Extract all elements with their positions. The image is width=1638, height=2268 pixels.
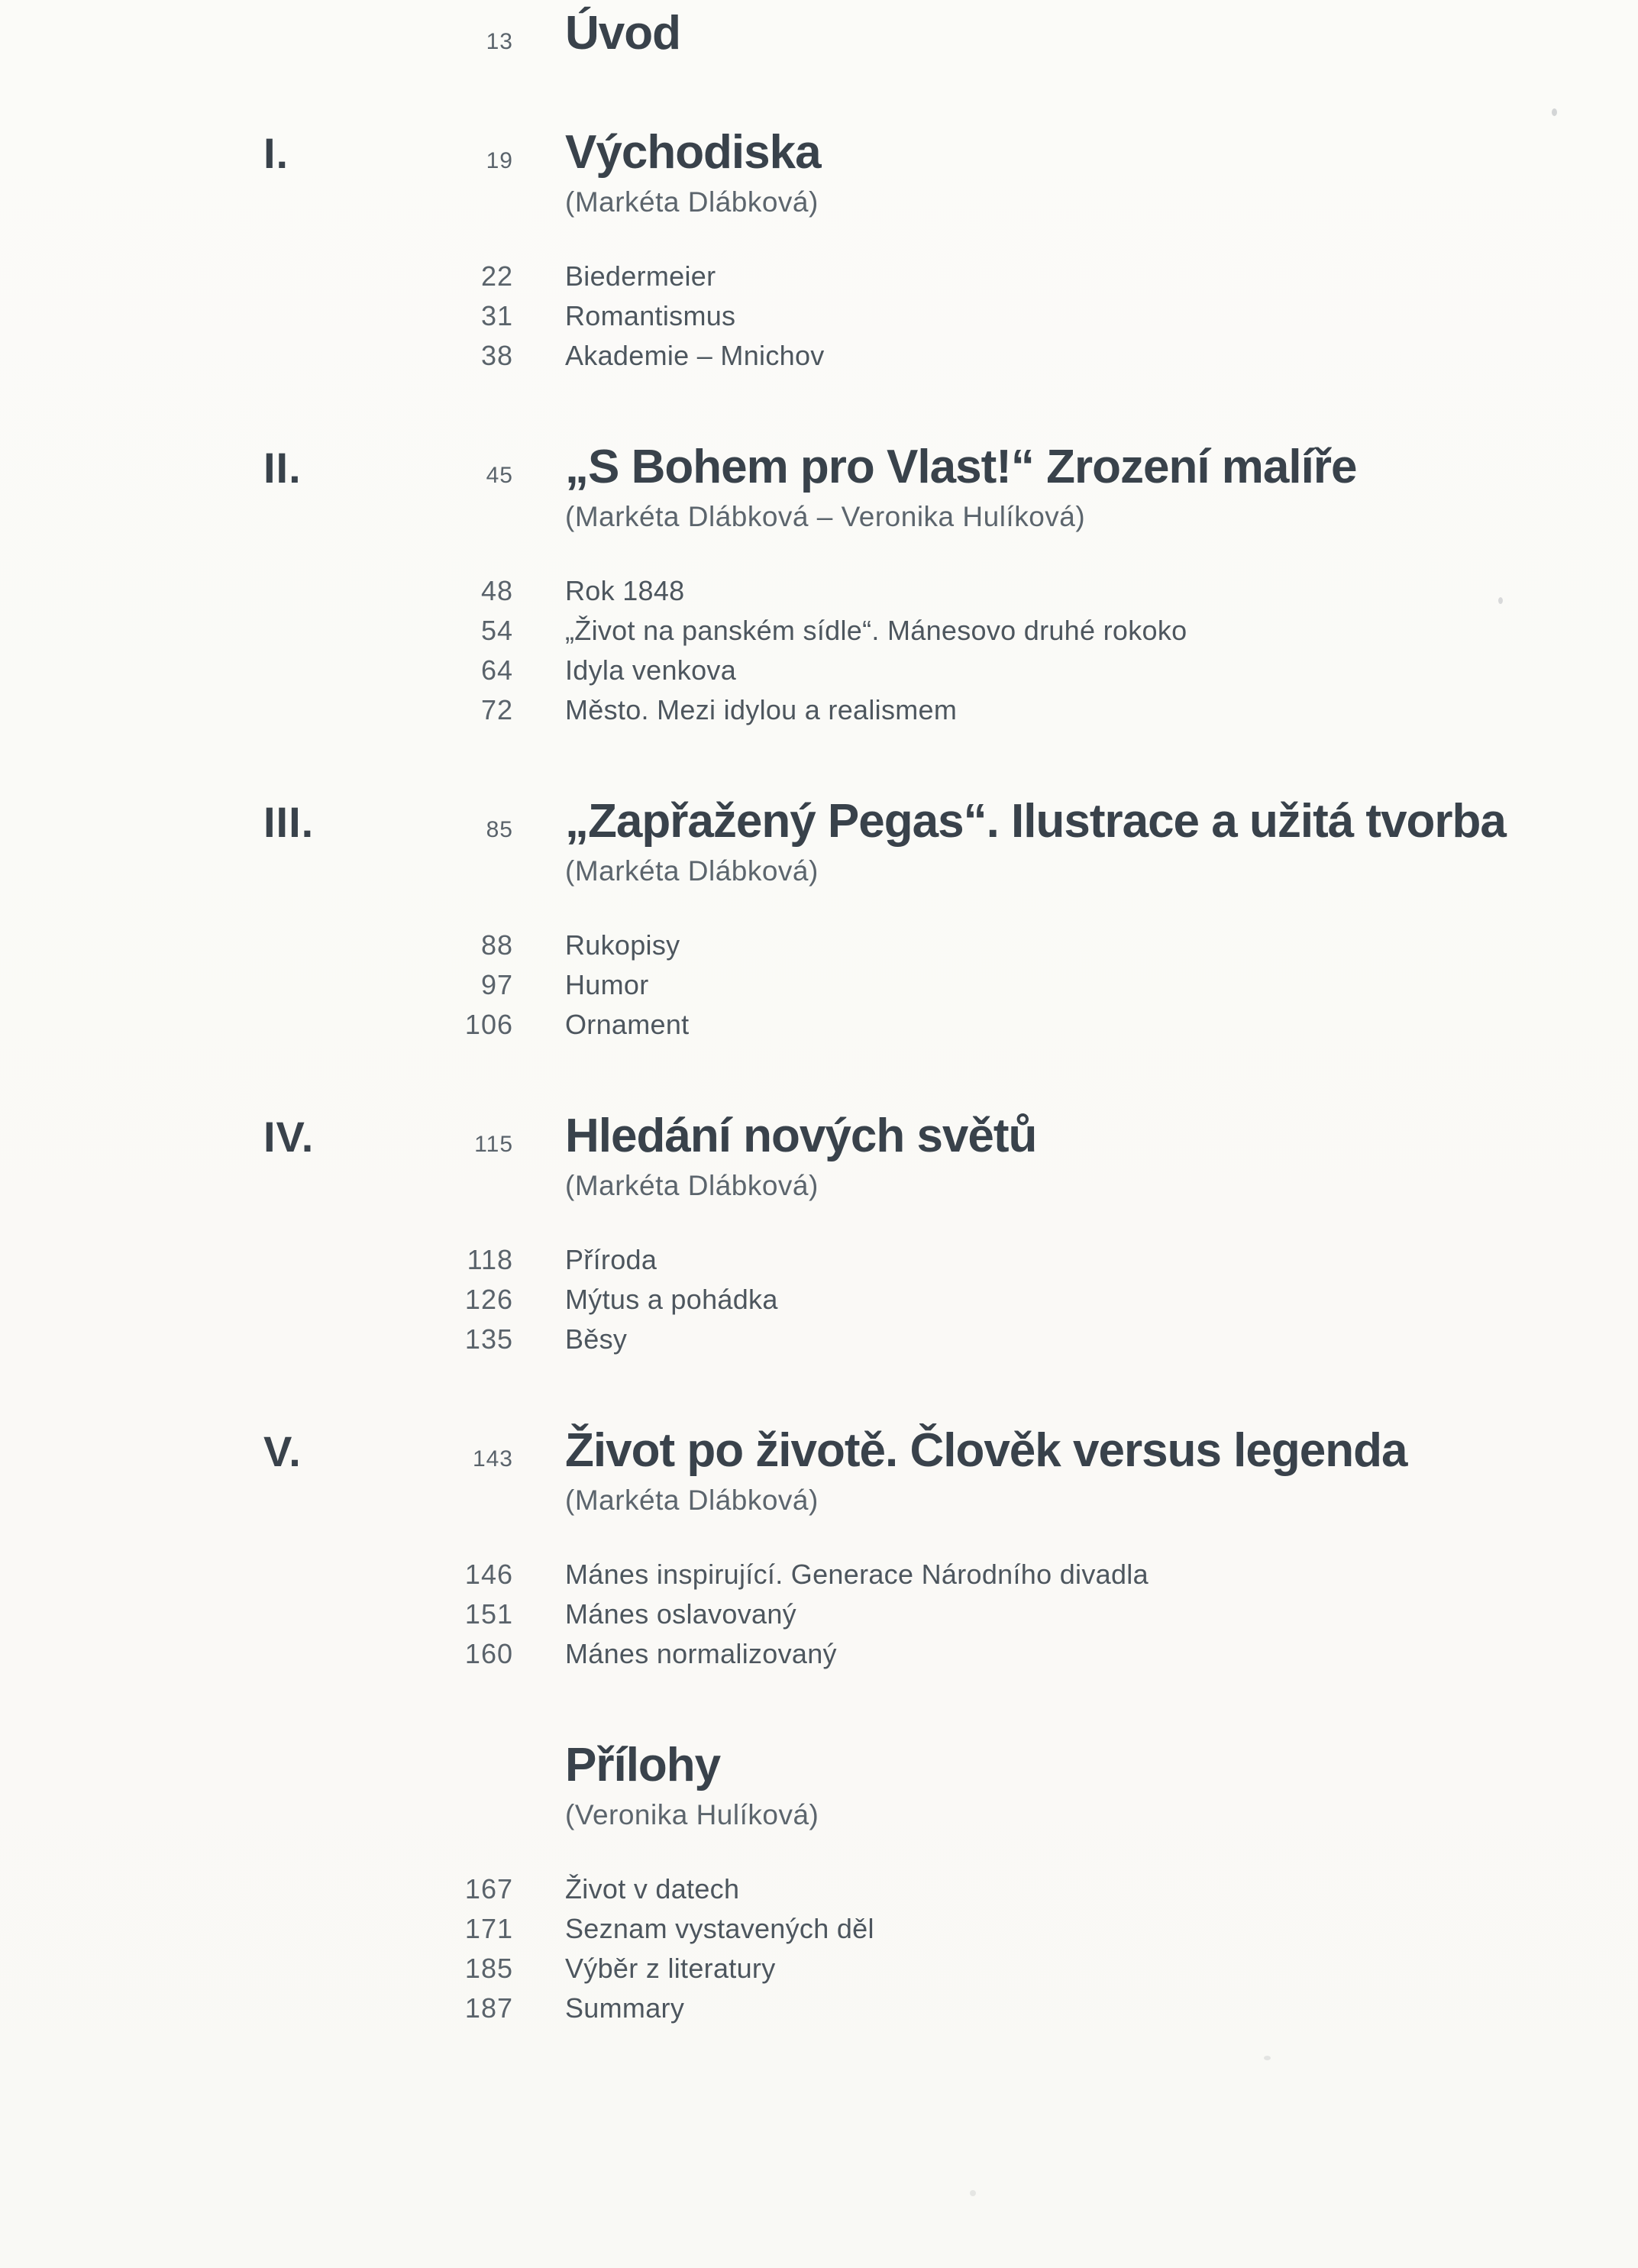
toc-item: [0, 296, 1638, 336]
toc-section-1: [0, 125, 1638, 376]
item-title: Biedermeier: [565, 260, 716, 292]
section-head: [0, 1109, 1638, 1203]
section-head: [0, 440, 1638, 535]
item-title: Ornament: [565, 1009, 690, 1040]
section-title: „Zapřažený Pegas“. Ilustrace a užitá tvorba: [565, 795, 1506, 848]
item-title: Seznam vystavených děl: [565, 1913, 874, 1944]
item-page-number: 22: [480, 260, 513, 292]
toc-item: [0, 1989, 1638, 2028]
item-title: Rukopisy: [565, 929, 680, 961]
section-page-number: 19: [486, 148, 513, 173]
section-numeral: I.: [263, 129, 289, 177]
section-title: Život po životě. Člověk versus legenda: [565, 1424, 1407, 1477]
section-items: [0, 1869, 1638, 2028]
item-title: Běsy: [565, 1323, 628, 1355]
section-authors: (Veronika Hulíková): [565, 1799, 819, 1830]
section-items: [0, 1555, 1638, 1674]
toc-item: [0, 1320, 1638, 1359]
item-page-number: 171: [464, 1913, 513, 1944]
item-page-number: 54: [480, 615, 513, 646]
toc-item: [0, 1949, 1638, 1989]
toc-item: [0, 1594, 1638, 1634]
item-page-number: 146: [464, 1559, 513, 1590]
section-page-number: 85: [486, 817, 513, 842]
item-page-number: 167: [464, 1873, 513, 1905]
section-title: „S Bohem pro Vlast!“ Zrození malíře: [565, 441, 1357, 493]
section-numeral: V.: [263, 1427, 302, 1475]
toc-item: [0, 571, 1638, 611]
toc-item: [0, 336, 1638, 376]
section-authors: (Markéta Dlábková): [565, 186, 819, 218]
item-title: Romantismus: [565, 300, 736, 331]
toc-item: [0, 690, 1638, 730]
section-authors: (Markéta Dlábková): [565, 855, 819, 887]
item-page-number: 187: [464, 1992, 513, 2024]
section-items: [0, 1240, 1638, 1359]
section-numeral: II.: [263, 444, 302, 492]
section-page-number: 45: [486, 463, 513, 488]
item-page-number: 151: [464, 1598, 513, 1630]
item-page-number: 64: [480, 654, 513, 686]
item-page-number: 160: [464, 1638, 513, 1669]
item-title: Rok 1848: [565, 575, 685, 606]
item-title: „Život na panském sídle“. Mánesovo druhé rokoko: [565, 615, 1187, 646]
section-head: [0, 1738, 1638, 1833]
toc-item: [0, 1555, 1638, 1594]
toc-item: [0, 1634, 1638, 1674]
toc-section-3: [0, 794, 1638, 1045]
toc-item: [0, 1005, 1638, 1045]
scan-speck: [970, 2190, 976, 2196]
item-page-number: 185: [464, 1953, 513, 1984]
toc-item: [0, 1909, 1638, 1949]
section-title: Hledání nových světů: [565, 1110, 1037, 1162]
item-title: Město. Mezi idylou a realismem: [565, 694, 958, 725]
section-items: [0, 926, 1638, 1045]
item-page-number: 48: [480, 575, 513, 606]
item-page-number: 126: [464, 1284, 513, 1315]
item-page-number: 106: [464, 1009, 513, 1040]
item-page-number: 88: [480, 929, 513, 961]
item-title: Život v datech: [565, 1873, 740, 1905]
item-title: Mýtus a pohádka: [565, 1284, 778, 1315]
toc-item: [0, 1240, 1638, 1280]
toc-entry-intro: [0, 6, 1638, 61]
section-head: [0, 1423, 1638, 1518]
toc-item: [0, 611, 1638, 651]
section-numeral: IV.: [263, 1113, 315, 1161]
item-page-number: 135: [464, 1323, 513, 1355]
item-title: Mánes normalizovaný: [565, 1638, 837, 1669]
section-head: [0, 125, 1638, 220]
intro-title: Úvod: [565, 7, 680, 60]
item-title: Mánes inspirující. Generace Národního divadla: [565, 1559, 1149, 1590]
scan-speck: [1264, 2056, 1271, 2060]
section-numeral: III.: [263, 798, 315, 846]
item-page-number: 72: [480, 694, 513, 725]
section-items: [0, 571, 1638, 730]
item-title: Příroda: [565, 1244, 657, 1275]
section-authors: (Markéta Dlábková – Veronika Hulíková): [565, 501, 1086, 532]
section-head: [0, 794, 1638, 889]
section-authors: (Markéta Dlábková): [565, 1485, 819, 1516]
section-title: Přílohy: [565, 1739, 721, 1791]
item-title: Humor: [565, 969, 649, 1000]
item-page-number: 118: [467, 1244, 513, 1275]
toc-item: [0, 926, 1638, 965]
item-title: Mánes oslavovaný: [565, 1598, 796, 1630]
toc-item: [0, 1280, 1638, 1320]
item-title: Idyla venkova: [565, 654, 737, 686]
toc-item: [0, 965, 1638, 1005]
toc-section-2: [0, 440, 1638, 730]
section-items: [0, 257, 1638, 376]
section-page-number: 115: [474, 1132, 513, 1157]
toc-section-4: [0, 1109, 1638, 1359]
toc-item: [0, 651, 1638, 690]
section-title: Východiska: [565, 126, 821, 179]
toc-section-5: [0, 1423, 1638, 1674]
section-authors: (Markéta Dlábková): [565, 1170, 819, 1201]
item-title: Akademie – Mnichov: [565, 340, 825, 371]
section-page-number: 143: [472, 1446, 513, 1472]
toc-item: [0, 257, 1638, 296]
toc-section-appendix: [0, 1738, 1638, 2028]
item-page-number: 31: [480, 300, 513, 331]
toc-item: [0, 1869, 1638, 1909]
item-title: Summary: [565, 1992, 685, 2024]
intro-page-number: 13: [486, 29, 513, 54]
item-page-number: 97: [480, 969, 513, 1000]
item-title: Výběr z literatury: [565, 1953, 776, 1984]
item-page-number: 38: [480, 340, 513, 371]
